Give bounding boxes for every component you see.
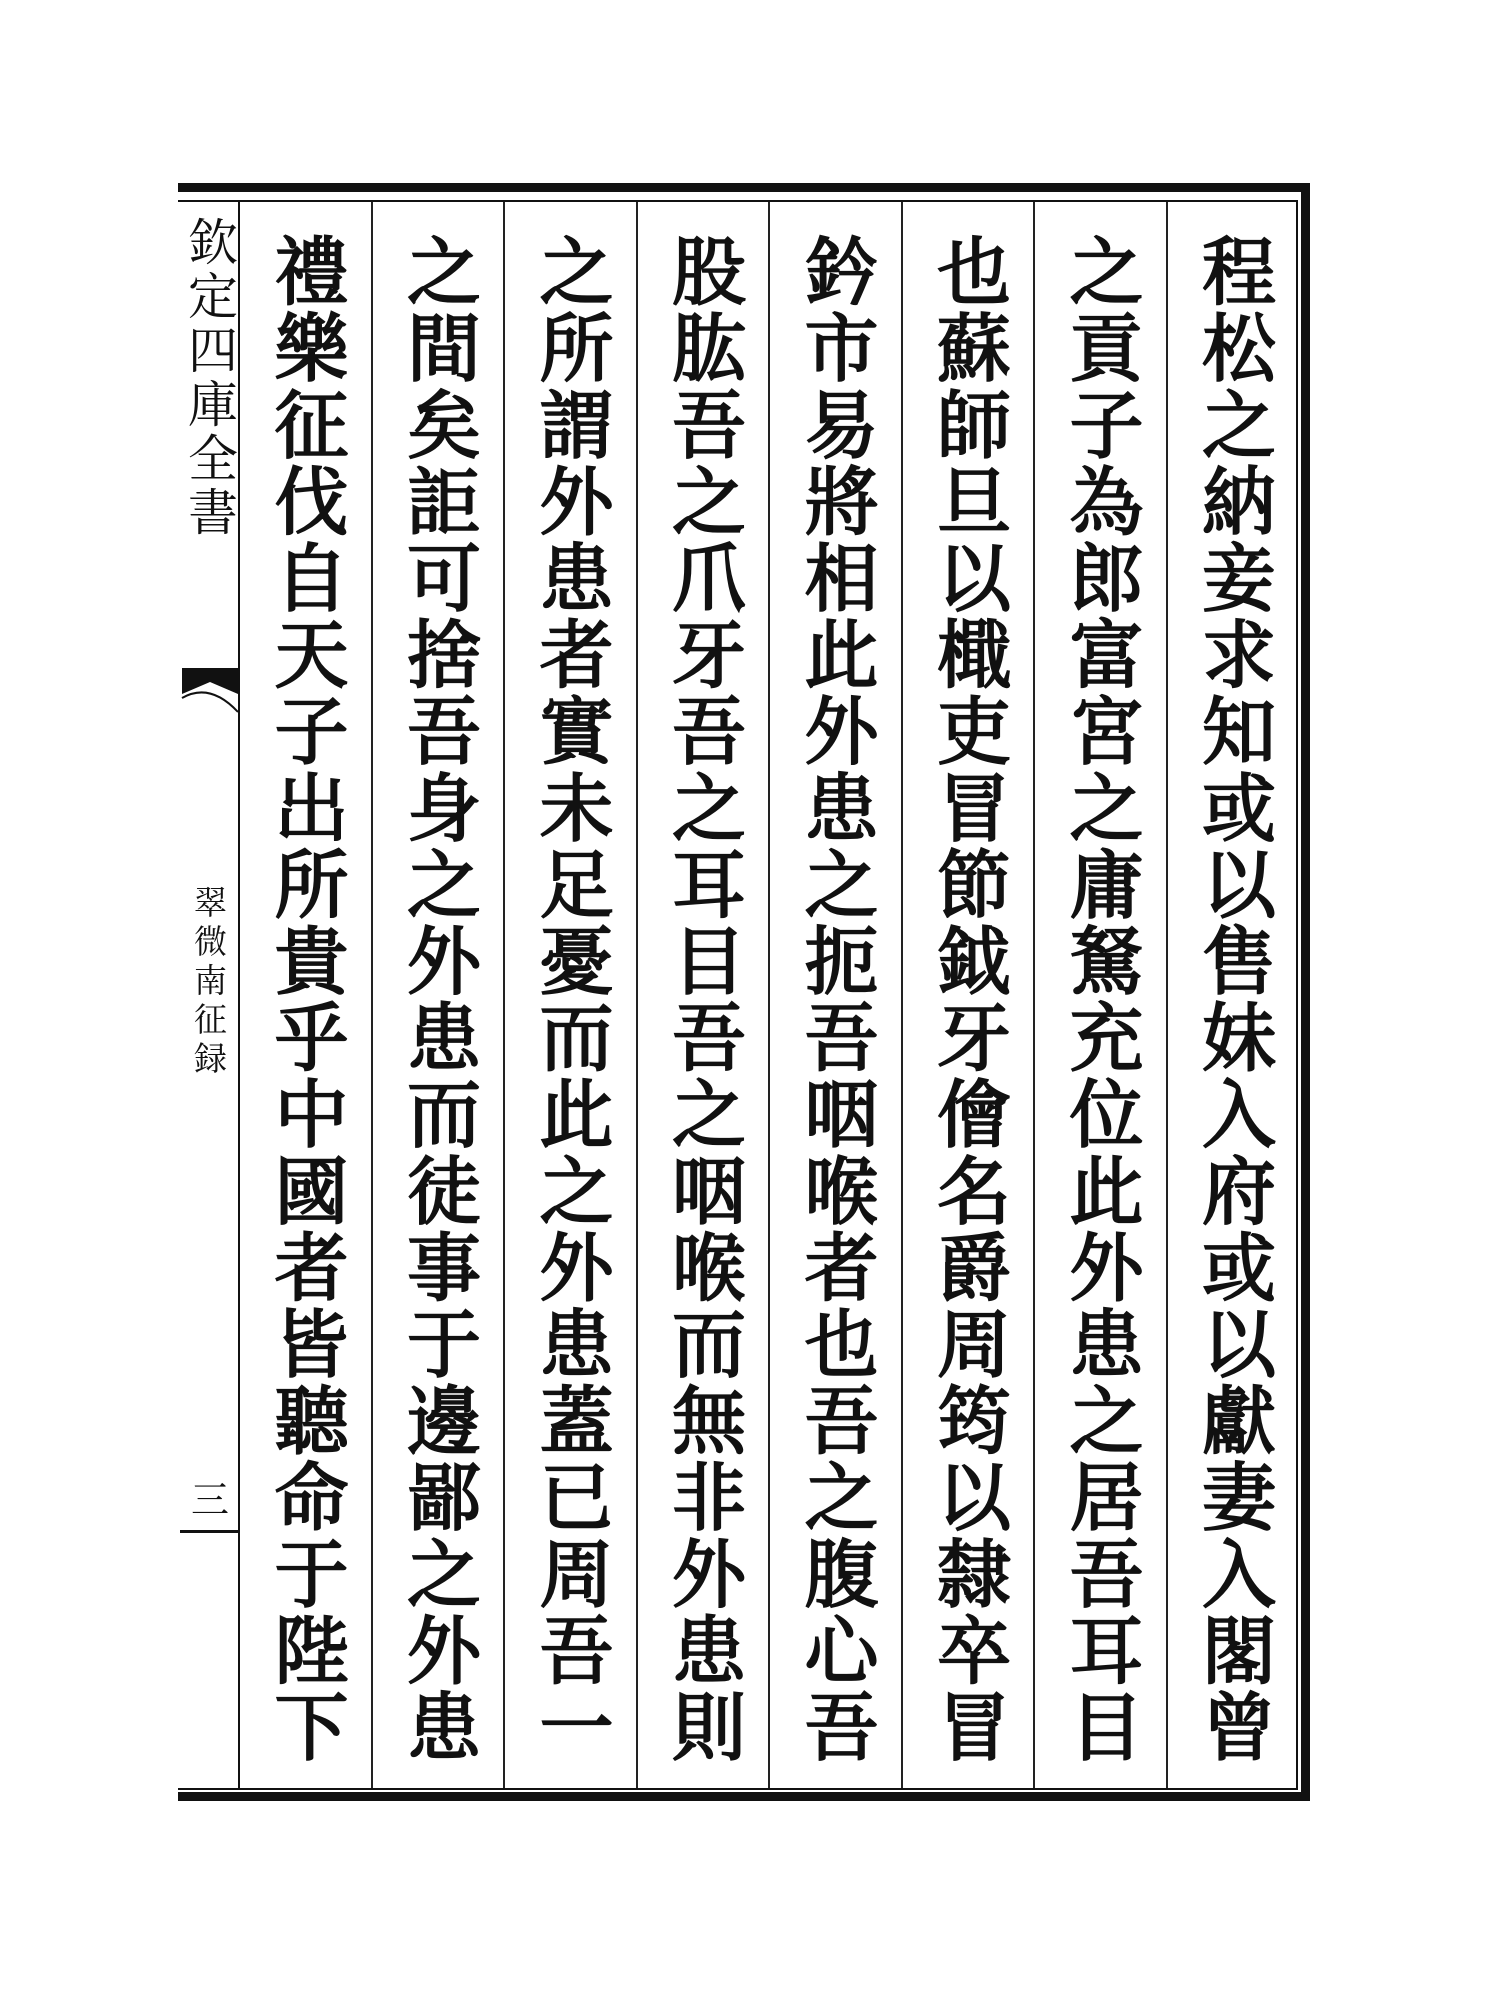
column-text: 程松之納妾求知或以售妹入府或以獻妻入閣曾 xyxy=(1190,233,1276,1765)
book-title: 欽定四庫全書 xyxy=(180,216,238,540)
text-column xyxy=(636,202,769,1788)
text-column xyxy=(240,202,371,1788)
column-text: 鈐市易將相此外患之扼吾咽喉者也吾之腹心吾 xyxy=(792,233,879,1765)
page-number: 三 xyxy=(190,1478,229,1522)
column-text: 禮樂征伐自天子出所貴乎中國者皆聽命于陛下 xyxy=(262,233,349,1765)
fishtail-mark-icon xyxy=(180,668,240,728)
text-body xyxy=(240,202,1298,1788)
text-column xyxy=(503,202,636,1788)
text-column xyxy=(768,202,901,1788)
text-column xyxy=(371,202,504,1788)
page-number-rule xyxy=(180,1530,238,1533)
text-column xyxy=(901,202,1034,1788)
column-text: 也蘇師旦以檝吏冒節鉞牙儈名爵周筠以隸卒冒 xyxy=(925,233,1011,1765)
column-text: 股肱吾之爪牙吾之耳目吾之咽喉而無非外患則 xyxy=(660,233,746,1765)
column-text: 之所謂外患者實未足憂而此之外患蓋已周吾一 xyxy=(527,233,614,1765)
text-column xyxy=(1166,202,1299,1788)
column-text: 之貢子為郎富宮之庸駑充位此外患之居吾耳目 xyxy=(1057,233,1144,1765)
chapter-title: 翠微南征録 xyxy=(189,885,228,1080)
column-text: 之間矣詎可捨吾身之外患而徒事于邊鄙之外患 xyxy=(395,233,481,1765)
text-column xyxy=(1033,202,1166,1788)
